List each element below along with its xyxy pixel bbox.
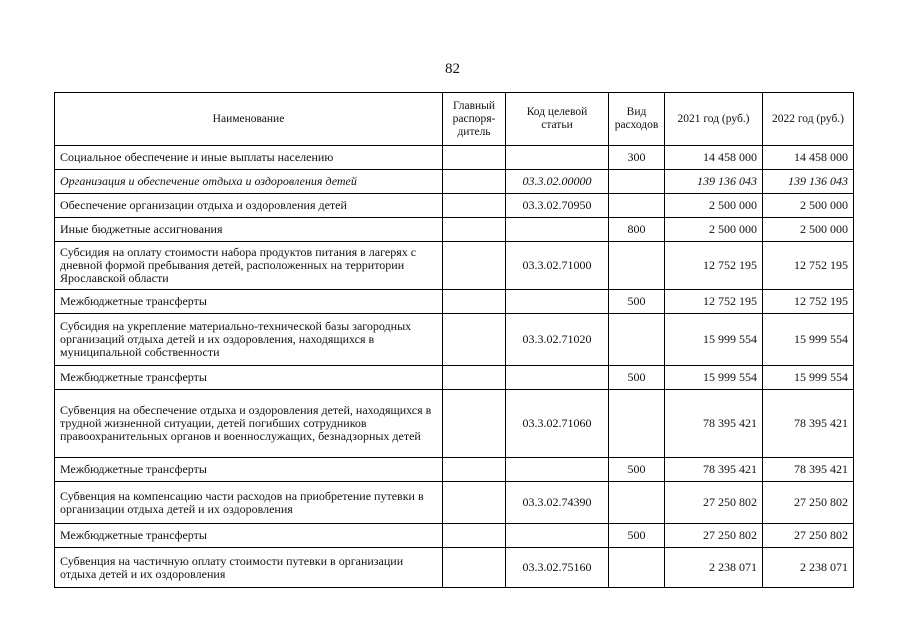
header-name: Наименование xyxy=(55,93,443,146)
row-2022-cell: 27 250 802 xyxy=(763,524,854,548)
table-row xyxy=(55,146,854,170)
row-2022-cell: 78 395 421 xyxy=(763,390,854,458)
row-code-cell: 03.3.02.71000 xyxy=(506,242,609,290)
row-manager-cell xyxy=(443,218,506,242)
row-2021-cell: 27 250 802 xyxy=(665,524,763,548)
table-row xyxy=(55,290,854,314)
row-manager-cell xyxy=(443,390,506,458)
row-2021-cell: 12 752 195 xyxy=(665,290,763,314)
row-2021-cell: 12 752 195 xyxy=(665,242,763,290)
table-row xyxy=(55,482,854,524)
row-name-cell: Субсидия на укрепление материально-технической базы загородных организаций отдыха детей и их оздоровления, находящихся в муниципальной собственности xyxy=(55,314,443,366)
row-name-cell: Субвенция на частичную оплату стоимости путевки в организации отдыха детей и их оздоровления xyxy=(55,548,443,588)
header-manager: Главный распоря-дитель xyxy=(443,93,506,146)
row-name-cell: Межбюджетные трансферты xyxy=(55,290,443,314)
row-2022-cell: 12 752 195 xyxy=(763,290,854,314)
row-code-cell: 03.3.02.74390 xyxy=(506,482,609,524)
row-2021-cell: 2 500 000 xyxy=(665,194,763,218)
page-number: 82 xyxy=(445,61,460,77)
row-2022-cell: 78 395 421 xyxy=(763,458,854,482)
budget-table xyxy=(54,92,854,588)
table-row xyxy=(55,314,854,366)
table-header-row xyxy=(55,93,854,146)
row-2021-cell: 2 238 071 xyxy=(665,548,763,588)
row-name-cell: Межбюджетные трансферты xyxy=(55,458,443,482)
table-row xyxy=(55,366,854,390)
row-code-cell: 03.3.02.00000 xyxy=(506,170,609,194)
row-2021-cell: 15 999 554 xyxy=(665,366,763,390)
row-manager-cell xyxy=(443,170,506,194)
table-row xyxy=(55,194,854,218)
row-kind-cell: 500 xyxy=(609,458,665,482)
row-manager-cell xyxy=(443,524,506,548)
row-2022-cell: 2 500 000 xyxy=(763,218,854,242)
row-2021-cell: 27 250 802 xyxy=(665,482,763,524)
table-row xyxy=(55,524,854,548)
row-code-cell: 03.3.02.71020 xyxy=(506,314,609,366)
row-manager-cell xyxy=(443,146,506,170)
row-kind-cell: 500 xyxy=(609,366,665,390)
header-2022: 2022 год (руб.) xyxy=(763,93,854,146)
row-name-cell: Организация и обеспечение отдыха и оздоровления детей xyxy=(55,170,443,194)
row-kind-cell: 300 xyxy=(609,146,665,170)
row-name-cell: Субвенция на обеспечение отдыха и оздоровления детей, находящихся в трудной жизненной ситуации, детей погибших сотрудников правоохранительных органов и военнослужащих, безнадзорных детей xyxy=(55,390,443,458)
row-manager-cell xyxy=(443,314,506,366)
table-row xyxy=(55,242,854,290)
row-name-cell: Межбюджетные трансферты xyxy=(55,524,443,548)
row-kind-cell xyxy=(609,242,665,290)
row-code-cell: 03.3.02.70950 xyxy=(506,194,609,218)
row-kind-cell: 500 xyxy=(609,290,665,314)
row-manager-cell xyxy=(443,194,506,218)
row-2022-cell: 12 752 195 xyxy=(763,242,854,290)
row-2021-cell: 2 500 000 xyxy=(665,218,763,242)
row-manager-cell xyxy=(443,548,506,588)
row-2021-cell: 78 395 421 xyxy=(665,458,763,482)
row-kind-cell: 800 xyxy=(609,218,665,242)
row-kind-cell xyxy=(609,314,665,366)
row-kind-cell: 500 xyxy=(609,524,665,548)
row-code-cell xyxy=(506,146,609,170)
table-row xyxy=(55,218,854,242)
header-kind: Вид расходов xyxy=(609,93,665,146)
row-2022-cell: 2 238 071 xyxy=(763,548,854,588)
row-2021-cell: 15 999 554 xyxy=(665,314,763,366)
row-name-cell: Социальное обеспечение и иные выплаты населению xyxy=(55,146,443,170)
row-2022-cell: 15 999 554 xyxy=(763,314,854,366)
row-kind-cell xyxy=(609,170,665,194)
row-name-cell: Иные бюджетные ассигнования xyxy=(55,218,443,242)
header-code: Код целевой статьи xyxy=(506,93,609,146)
row-code-cell: 03.3.02.75160 xyxy=(506,548,609,588)
row-2022-cell: 14 458 000 xyxy=(763,146,854,170)
row-kind-cell xyxy=(609,548,665,588)
row-name-cell: Обеспечение организации отдыха и оздоровления детей xyxy=(55,194,443,218)
row-code-cell xyxy=(506,524,609,548)
row-manager-cell xyxy=(443,366,506,390)
row-manager-cell xyxy=(443,242,506,290)
row-2021-cell: 14 458 000 xyxy=(665,146,763,170)
table-row xyxy=(55,458,854,482)
row-kind-cell xyxy=(609,482,665,524)
row-code-cell: 03.3.02.71060 xyxy=(506,390,609,458)
row-manager-cell xyxy=(443,482,506,524)
row-2022-cell: 27 250 802 xyxy=(763,482,854,524)
row-code-cell xyxy=(506,290,609,314)
row-name-cell: Межбюджетные трансферты xyxy=(55,366,443,390)
row-2021-cell: 78 395 421 xyxy=(665,390,763,458)
row-2022-cell: 2 500 000 xyxy=(763,194,854,218)
row-code-cell xyxy=(506,458,609,482)
row-name-cell: Субсидия на оплату стоимости набора продуктов питания в лагерях с дневной формой пребывания детей, расположенных на территории Ярославской области xyxy=(55,242,443,290)
row-code-cell xyxy=(506,218,609,242)
table-row xyxy=(55,170,854,194)
row-manager-cell xyxy=(443,290,506,314)
row-manager-cell xyxy=(443,458,506,482)
row-name-cell: Субвенция на компенсацию части расходов на приобретение путевки в организации отдыха детей и их оздоровления xyxy=(55,482,443,524)
table-row xyxy=(55,390,854,458)
row-2022-cell: 139 136 043 xyxy=(763,170,854,194)
row-kind-cell xyxy=(609,390,665,458)
row-code-cell xyxy=(506,366,609,390)
header-2021: 2021 год (руб.) xyxy=(665,93,763,146)
table-row xyxy=(55,548,854,588)
row-kind-cell xyxy=(609,194,665,218)
row-2022-cell: 15 999 554 xyxy=(763,366,854,390)
row-2021-cell: 139 136 043 xyxy=(665,170,763,194)
